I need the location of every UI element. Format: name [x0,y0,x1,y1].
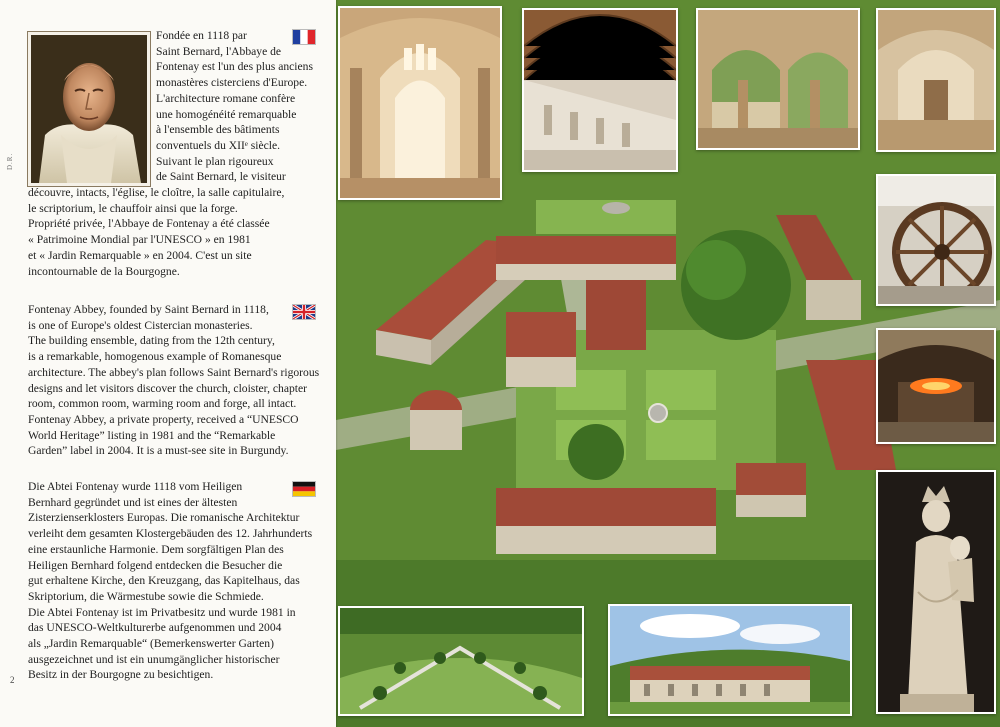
english-line: architecture. The abbey's plan follows Saint Bernard's rigorous [28,365,320,379]
german-line: Zisterzienserklosters Europas. Die romanische Architektur [28,511,300,525]
german-line: Skriptorium, die Wärmestube sowie die Schmiede. [28,589,264,603]
french-paragraph-top [156,28,313,185]
vaulted-room-photo [876,8,996,152]
french-paragraph-bottom [28,185,284,279]
german-line: ausgezeichnet und ist ein unumgänglicher historischer [28,652,280,666]
english-line: Garden” label in 2004. It is a must-see site in Burgundy. [28,444,289,458]
english-line: is one of Europe's oldest Cistercian monasteries. [28,318,253,332]
cloister-arches-photo [696,8,860,150]
french-line: Suivant le plan rigoureux [156,154,274,168]
english-line: designs and let visitors discover the church, cloister, chapter [28,381,307,395]
french-line-jardin: et « Jardin Remarquable » en 2004. C'est un site [28,248,252,262]
french-line: à l'ensemble des bâtiments [156,123,280,137]
french-line: découvre, intacts, l'église, le cloître, la salle capitulaire, [28,186,285,199]
french-line: une homogénéité remarquable [156,107,297,121]
english-line: Fontenay Abbey, founded by Saint Bernard in 1118, [28,303,269,316]
german-line: Heiligen Bernhard folgend entdecken die Besucher die [28,558,283,572]
french-line: Fontenay est l'un des plus anciens [156,60,313,74]
german-line: Bernhard gegründet und ist eines der ältesten [28,495,238,509]
french-line: le scriptorium, le chauffoir ainsi que la forge. [28,201,238,215]
virgin-statue-photo [876,470,996,714]
french-line: Propriété privée, l'Abbaye de Fontenay a été classée [28,217,270,231]
english-line: Fontenay Abbey, a private property, received a “UNESCO [28,412,299,426]
french-line: L'architecture romane confère [156,91,296,105]
photo-collage [336,0,1000,727]
english-line: is a remarkable, homogenous example of Romanesque [28,350,282,364]
page-fold [336,0,338,727]
english-line: World Heritage” listing in 1981 and the “Remarkable [28,428,276,442]
saint-bernard-portrait [28,32,150,186]
formal-gardens-photo [338,606,584,716]
french-line: Saint Bernard, l'Abbaye de [156,44,282,58]
text-panel [0,0,336,727]
french-line: incontournable de la Bourgogne. [28,264,180,278]
french-line: Fondée en 1118 par [156,29,247,42]
water-wheel-photo [876,174,996,306]
french-line: de Saint Bernard, le visiteur [156,170,286,184]
page-number: 2 [10,675,15,685]
german-line: Die Abtei Fontenay wurde 1118 vom Heiligen [28,480,243,493]
photo-credit: D.R. [6,152,14,170]
wooden-vault-hall-photo [522,8,678,172]
german-line: gut erhaltene Kirche, den Kreuzgang, das Kapitelhaus, das [28,574,300,588]
german-line: Besitz in der Bourgogne zu besichtigen. [28,668,214,682]
english-paragraph [28,302,319,459]
german-line: das UNESCO-Weltkulturerbe aufgenommen und 2004 [28,621,282,635]
english-line: room, common room, warming room and forge, all intact. [28,397,297,411]
german-line: als „Jardin Remarquable“ (Bemerkenswerter Garten) [28,637,274,651]
german-line: Die Abtei Fontenay ist im Privatbesitz und wurde 1981 in [28,605,296,619]
german-line: eine erstaunliche Harmonie. Dem sorgfältigen Plan des [28,542,284,556]
french-line: monastères cisterciens d'Europe. [156,76,308,90]
german-line: verleiht dem gesamten Klostergebäuden des 12. Jahrhunderts [28,527,313,541]
church-nave-photo [338,6,502,200]
english-line: The building ensemble, dating from the 12th century, [28,334,275,348]
french-line-unesco: « Patrimoine Mondial par l'UNESCO » en 1981 [28,233,251,247]
abbey-exterior-photo [608,604,852,716]
forge-photo [876,328,996,444]
french-line: conventuels du XIIᵉ siècle. [156,138,281,152]
german-paragraph [28,479,312,683]
